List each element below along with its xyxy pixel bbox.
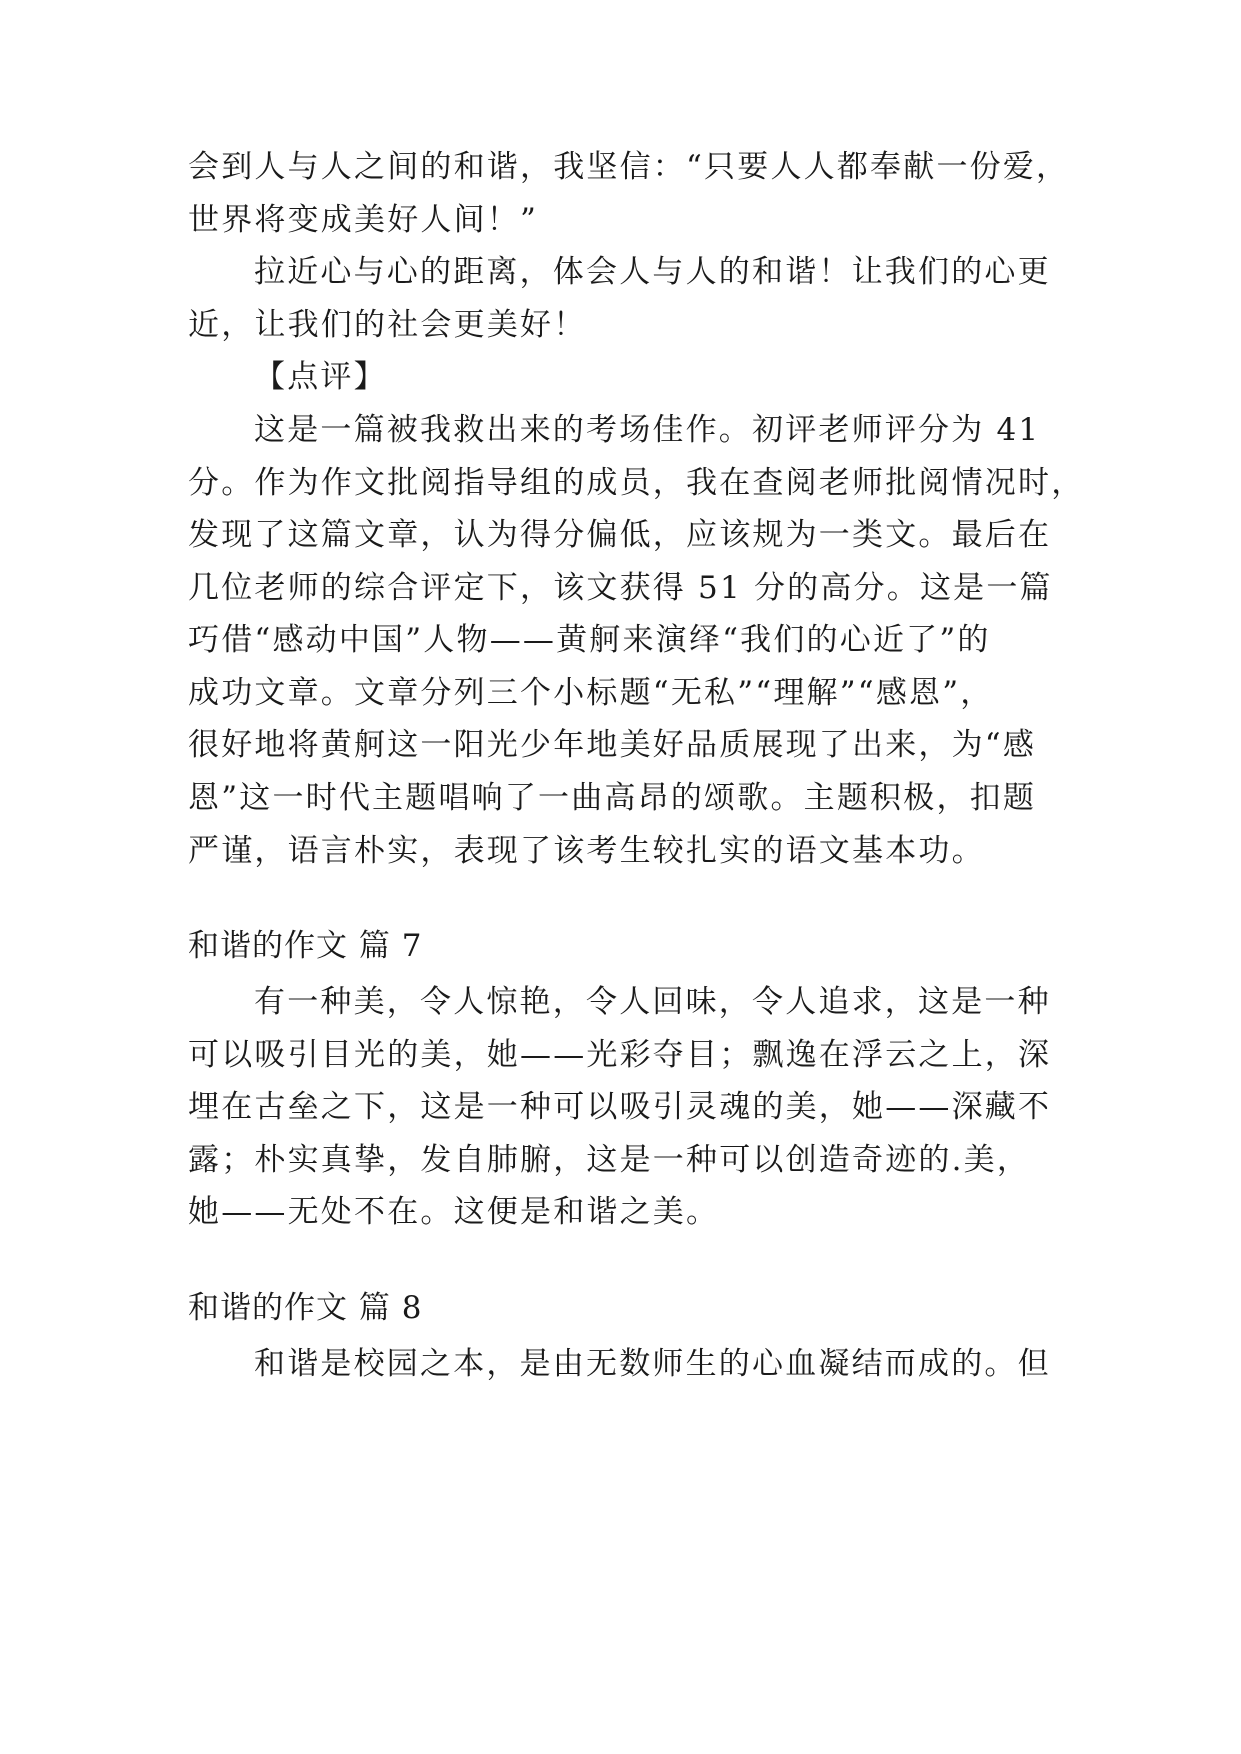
- essay-7-paragraph-line: 露；朴实真挚，发自肺腑，这是一种可以创造奇迹的.美，: [188, 1142, 1031, 1178]
- essay-7-paragraph-line: 有一种美，令人惊艳，令人回味，令人追求，这是一种: [254, 984, 1051, 1020]
- comment-heading: 【点评】: [254, 359, 387, 395]
- comment-paragraph-line: 几位老师的综合评定下，该文获得 51 分的高分。这是一篇: [188, 570, 1053, 606]
- comment-paragraph-line: 这是一篇被我救出来的考场佳作。初评老师评分为 41: [254, 412, 1041, 448]
- comment-paragraph-line: 发现了这篇文章，认为得分偏低，应该规为一类文。最后在: [188, 517, 1052, 553]
- essay-6-paragraph-line: 拉近心与心的距离，体会人与人的和谐！让我们的心更: [254, 254, 1051, 290]
- essay-6-paragraph-line: 世界将变成美好人间！”: [188, 202, 539, 238]
- essay-6-paragraph-line: 会到人与人之间的和谐，我坚信：“只要人人都奉献一份爱，: [188, 149, 1070, 185]
- essay-7-paragraph-line: 她——无处不在。这便是和谐之美。: [188, 1194, 720, 1230]
- essay-7-paragraph-line: 埋在古垒之下，这是一种可以吸引灵魂的美，她——深藏不: [188, 1089, 1052, 1125]
- essay-7-paragraph-line: 可以吸引目光的美，她——光彩夺目；飘逸在浮云之上，深: [188, 1037, 1052, 1073]
- essay-8-paragraph-line: 和谐是校园之本，是由无数师生的心血凝结而成的。但: [254, 1346, 1051, 1382]
- comment-paragraph-line: 很好地将黄舸这一阳光少年地美好品质展现了出来，为“感: [188, 727, 1037, 763]
- essay-8-title: 和谐的作文 篇 8: [188, 1290, 423, 1326]
- comment-paragraph-line: 恩”这一时代主题唱响了一曲高昂的颂歌。主题积极，扣题: [188, 780, 1037, 816]
- comment-paragraph-line: 成功文章。文章分列三个小标题“无私”“理解”“感恩”，: [188, 675, 994, 711]
- essay-7-title: 和谐的作文 篇 7: [188, 928, 423, 964]
- comment-paragraph-line: 巧借“感动中国”人物——黄舸来演绎“我们的心近了”的: [188, 622, 991, 658]
- comment-paragraph-line: 分。作为作文批阅指导组的成员，我在查阅老师批阅情况时，: [188, 465, 1085, 501]
- essay-6-paragraph-line: 近，让我们的社会更美好！: [188, 307, 587, 343]
- comment-paragraph-line: 严谨，语言朴实，表现了该考生较扎实的语文基本功。: [188, 833, 985, 869]
